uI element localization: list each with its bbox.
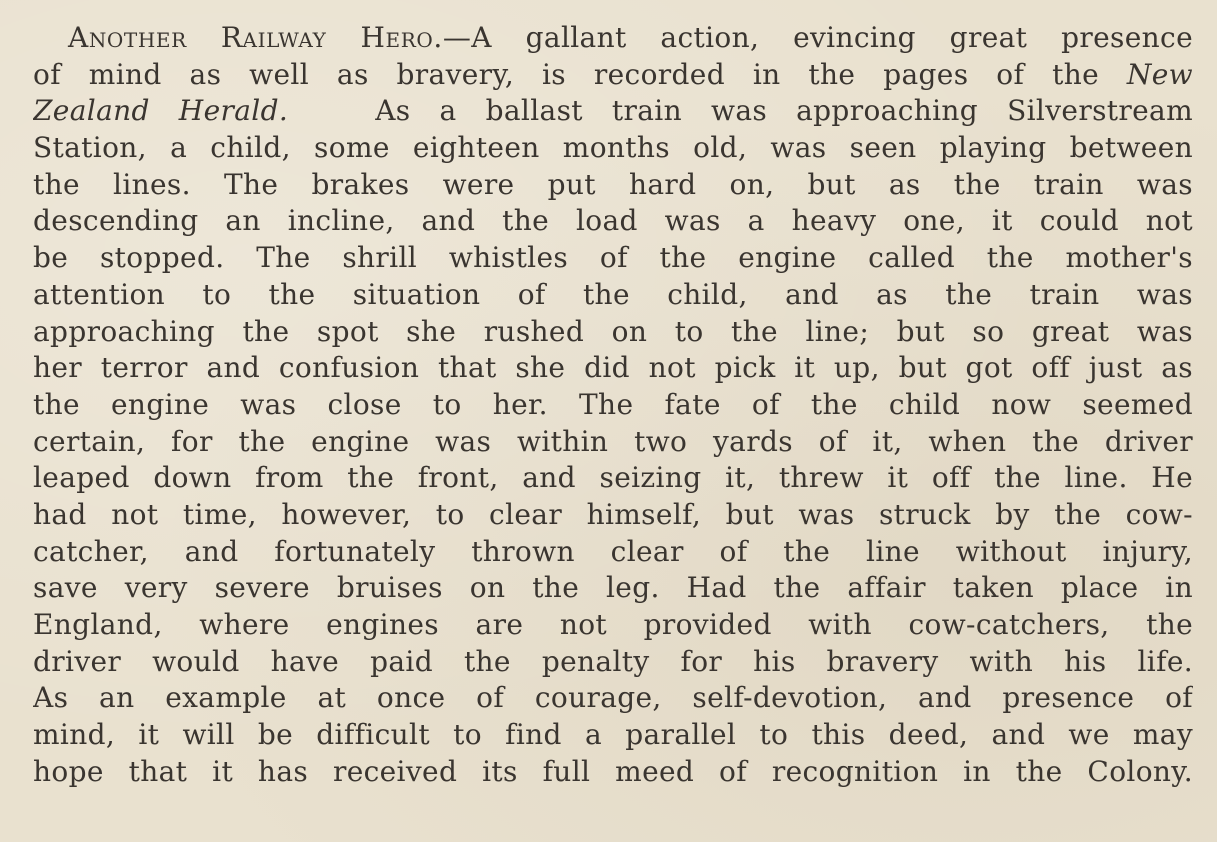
article-line-20: mind, it will be difficult to find a parallel to this deed, and we may [33,718,1193,752]
article-line-16: save very severe bruises on the leg. Had the affair taken place in [33,571,1193,605]
article-line-15: catcher, and fortunately thrown clear of the line without injury, [33,534,1193,568]
article-line-21: hope that it has received its full meed of recognition in the Colony. [33,754,1193,788]
article-line-12: certain, for the engine was within two yards of it, when the driver [33,424,1193,458]
article-line-1-text: —A gallant action, evincing great presence [442,21,1193,54]
article-line-3-text: As a ballast train was approaching Silverstream [375,94,1193,128]
article-line-18: driver would have paid the penalty for his bravery with his life. [33,644,1193,678]
article-line-7: be stopped. The shrill whistles of the engine called the mother's [33,241,1193,275]
newspaper-name-part1: New [1126,57,1193,91]
article-line-6: descending an incline, and the load was a heavy one, it could not [33,204,1193,238]
article-line-11: the engine was close to her. The fate of the child now seemed [33,387,1193,421]
article-line-2 [33,57,1193,94]
article-line-3 [33,93,1193,130]
article-line-17: England, where engines are not provided with cow-catchers, the [33,608,1193,641]
article-line-2-text: of mind as well as bravery, is recorded in the pages of the [33,57,1100,91]
article-line-10: her terror and confusion that she did not pick it up, but got off just as [33,351,1193,385]
article-line-19: As an example at once of courage, self-devotion, and presence of [33,681,1193,715]
article-line-14: had not time, however, to clear himself, but was struck by the cow- [33,497,1193,531]
article-column [33,20,1193,790]
article-line-4: Station, a child, some eighteen months old, was seen playing between [33,131,1193,165]
article-line-8: attention to the situation of the child, and as the train was [33,277,1193,311]
article-line-9: approaching the spot she rushed on to the line; but so great was [33,314,1193,348]
newspaper-name-part2: Zealand Herald. [33,94,289,128]
article-line-5: the lines. The brakes were put hard on, but as the train was [33,167,1193,201]
article-line-13: leaped down from the front, and seizing it, threw it off the line. He [33,461,1193,495]
article-line-1 [33,20,1193,57]
article-heading: Another Railway Hero. [68,21,443,54]
